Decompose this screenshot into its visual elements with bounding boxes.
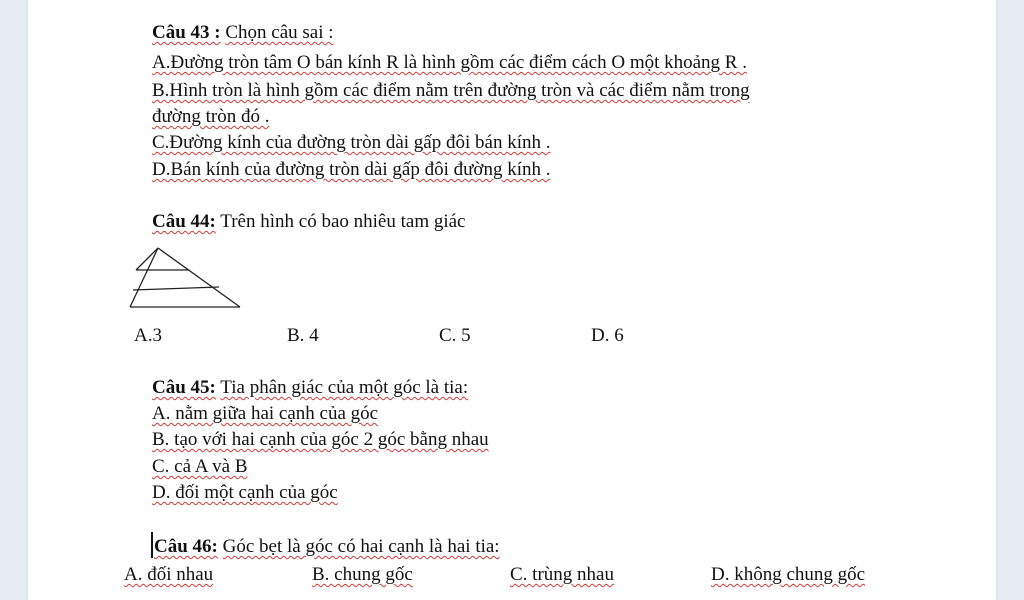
question-45-number: Câu 45:: [152, 377, 216, 398]
question-43-option-c: C.Đường kính của đường tròn dài gấp đôi bán kính .: [152, 132, 551, 153]
triangle-upper-segment: [136, 248, 158, 270]
question-43-option-d: D.Bán kính của đường tròn dài gấp đôi đường kính .: [152, 159, 551, 180]
question-45-option-d: D. đối một cạnh của góc: [152, 482, 338, 503]
question-46-prompt: Góc bẹt là góc có hai cạnh là hai tia:: [222, 536, 500, 557]
question-44-prompt: Trên hình có bao nhiêu tam giác: [220, 211, 466, 232]
question-43-option-a: A.Đường tròn tâm O bán kính R là hình gồm các điểm cách O một khoảng R .: [152, 52, 747, 73]
question-44-heading: [152, 210, 466, 234]
question-43-heading: [152, 21, 334, 45]
question-43-number: Câu 43 :: [152, 22, 221, 43]
question-46-option-d: D. không chung gốc: [711, 564, 866, 585]
triangle-left-side: [130, 248, 158, 307]
question-45-prompt: Tia phân giác của một góc là tia:: [220, 377, 469, 398]
question-46-number: Câu 46:: [154, 536, 218, 557]
text-cursor: [151, 532, 153, 558]
question-45-option-c: C. cả A và B: [152, 456, 248, 477]
question-44-option-a: A.3: [134, 325, 162, 346]
question-44-option-d: D. 6: [591, 325, 624, 346]
question-44-number: Câu 44:: [152, 211, 216, 232]
question-46-option-c: C. trùng nhau: [510, 564, 614, 585]
question-46-heading: [154, 535, 500, 559]
question-45-option-b: B. tạo với hai cạnh của góc 2 góc bằng nhau: [152, 429, 489, 450]
question-45-option-a: A. nằm giữa hai cạnh của góc: [152, 403, 379, 424]
triangle-middle-cross-line: [133, 287, 219, 290]
question-43-option-b: B.Hình tròn là hình gồm các điểm nằm trên đường tròn và các điểm nằm trong: [152, 80, 750, 101]
question-46-option-a: A. đối nhau: [124, 564, 214, 585]
document-page: [28, 0, 996, 600]
triangle-right-side: [158, 248, 240, 307]
question-44-option-c: C. 5: [439, 325, 471, 346]
triangle-figure: [128, 238, 278, 318]
question-43-option-b-cont: đường tròn đó .: [152, 106, 270, 127]
question-44-option-b: B. 4: [287, 325, 319, 346]
question-45-heading: [152, 376, 468, 400]
question-46-option-b: B. chung gốc: [312, 564, 413, 585]
question-43-prompt: Chọn câu sai :: [225, 22, 334, 43]
